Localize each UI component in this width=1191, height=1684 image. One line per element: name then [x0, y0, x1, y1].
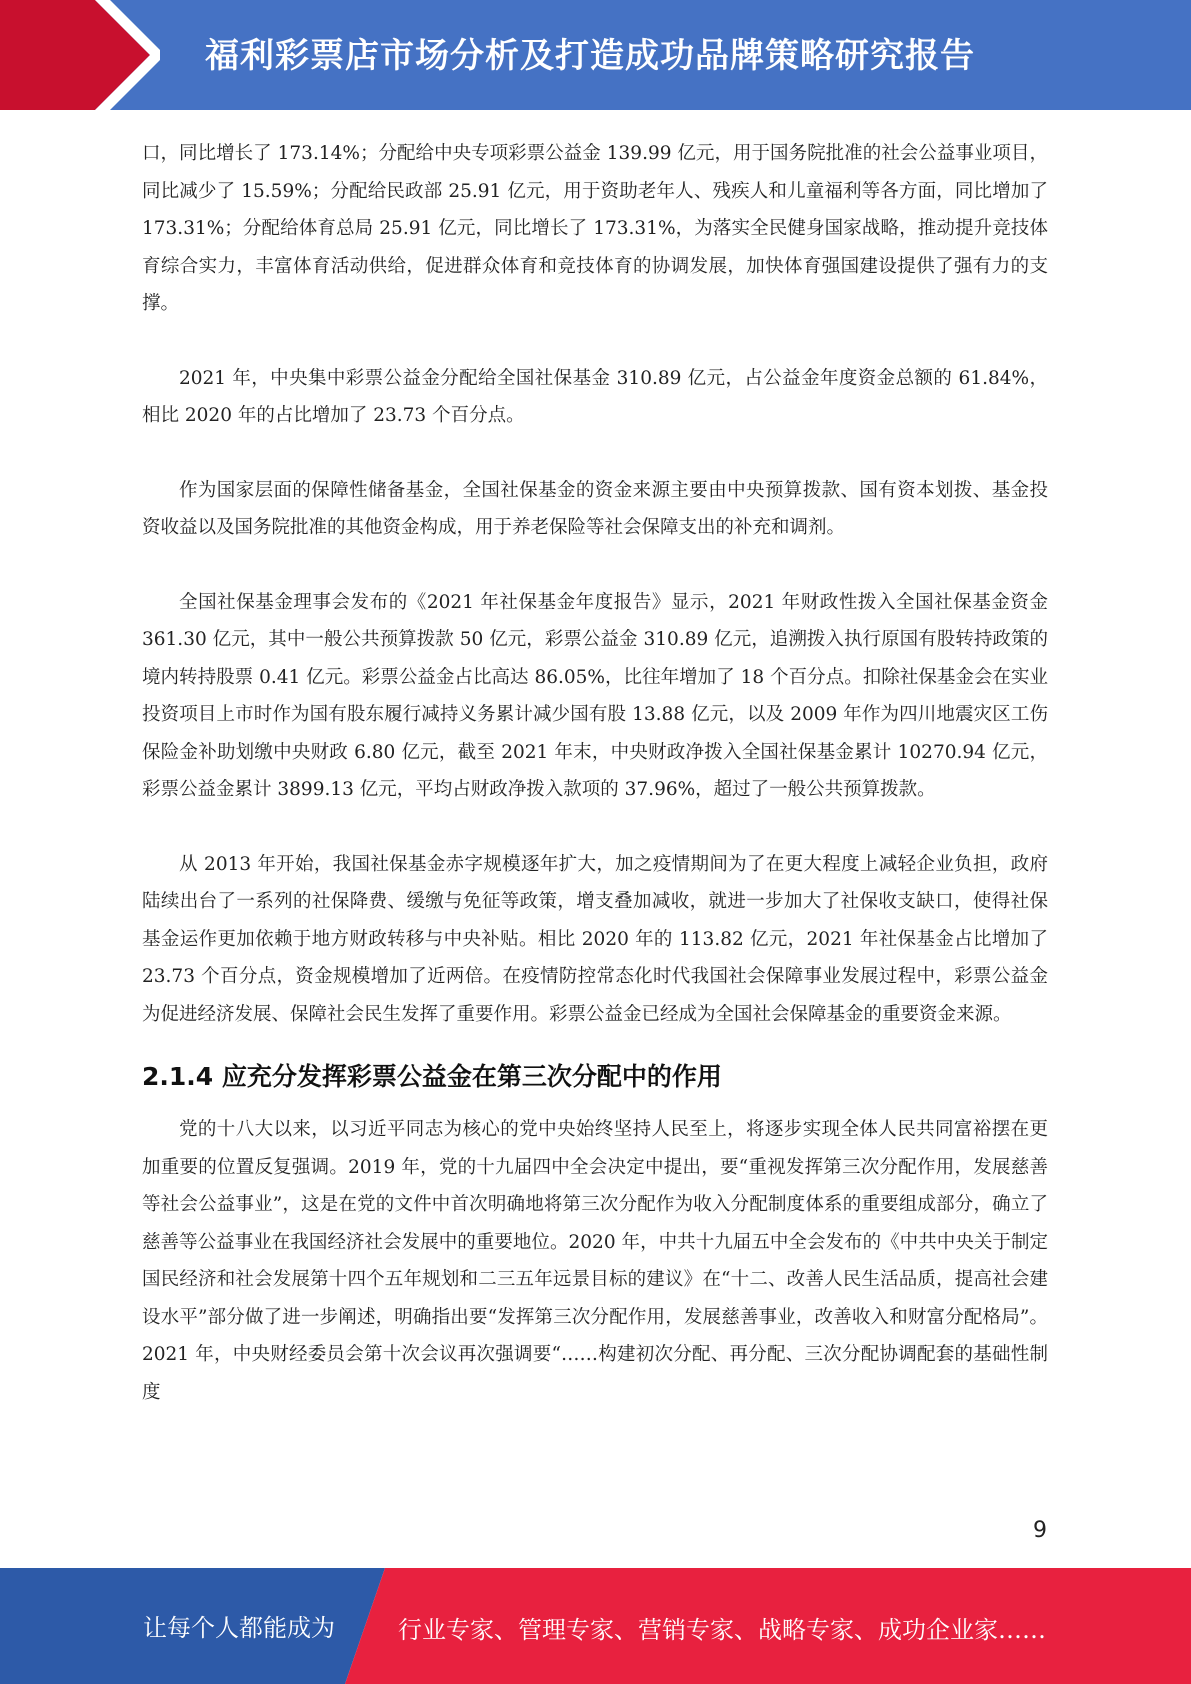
red-chevron-icon	[0, 0, 160, 110]
footer-slogan-left: 让每个人都能成为	[143, 1614, 335, 1642]
document-body	[142, 135, 1048, 1448]
section-heading: 2.1.4 应充分发挥彩票公益金在第三次分配中的作用	[142, 1062, 722, 1091]
page-header	[0, 0, 1191, 110]
paragraph: 全国社保基金理事会发布的《2021 年社保基金年度报告》显示，2021 年财政性拨入全国社保基金资金 361.30 亿元，其中一般公共预算拨款 50 亿元，彩票公益金 310.89 亿元，追溯拨入执行原国有股转持政策的境内转持股票 0.41 亿元。彩票公益金占比高达 86.05%，比往年增加了 18 个百分点。扣除社保基金会在实业投资项目上市时作为国有股东履行减持义务累计减少国有股 13.88 亿元，以及 2009 年作为四川地震灾区工伤保险金补助划缴中央财政 6.80 亿元，截至 2021 年末，中央财政净拨入全国社保基金累计 10270.94 亿元，彩票公益金累计 3899.13 亿元，平均占财政净拨入款项的 37.96%，超过了一般公共预算拨款。	[142, 591, 1048, 800]
paragraph: 作为国家层面的保障性储备基金，全国社保基金的资金来源主要由中央预算拨款、国有资本划拨、基金投资收益以及国务院批准的其他资金构成，用于养老保险等社会保障支出的补充和调剂。	[142, 479, 1048, 538]
paragraph: 2021 年，中央集中彩票公益金分配给全国社保基金 310.89 亿元，占公益金年度资金总额的 61.84%，相比 2020 年的占比增加了 23.73 个百分点。	[142, 367, 1048, 426]
page-footer	[0, 1568, 1191, 1684]
footer-slogan-right: 行业专家、管理专家、营销专家、战略专家、成功企业家……	[398, 1616, 1046, 1644]
paragraph: 从 2013 年开始，我国社保基金赤字规模逐年扩大，加之疫情期间为了在更大程度上减轻企业负担，政府陆续出台了一系列的社保降费、缓缴与免征等政策，增支叠加减收，就进一步加大了社保收支缺口，使得社保基金运作更加依赖于地方财政转移与中央补贴。相比 2020 年的 113.82 亿元，2021 年社保基金占比增加了 23.73 个百分点，资金规模增加了近两倍。在疫情防控常态化时代我国社会保障事业发展过程中，彩票公益金为促进经济发展、保障社会民生发挥了重要作用。彩票公益金已经成为全国社会保障基金的重要资金来源。	[142, 853, 1048, 1025]
page-number: 9	[1033, 1518, 1047, 1543]
report-title: 福利彩票店市场分析及打造成功品牌策略研究报告	[205, 36, 975, 76]
paragraph: 口，同比增长了 173.14%；分配给中央专项彩票公益金 139.99 亿元，用于国务院批准的社会公益事业项目，同比减少了 15.59%；分配给民政部 25.91 亿元，用于资助老年人、残疾人和儿童福利等各方面，同比增加了 173.31%；分配给体育总局 25.91 亿元，同比增长了 173.31%，为落实全民健身国家战略，推动提升竞技体育综合实力，丰富体育活动供给，促进群众体育和竞技体育的协调发展，加快体育强国建设提供了强有力的支撑。	[142, 143, 1048, 314]
paragraph: 党的十八大以来，以习近平同志为核心的党中央始终坚持人民至上，将逐步实现全体人民共同富裕摆在更加重要的位置反复强调。2019 年，党的十九届四中全会决定中提出，要“重视发挥第三次分配作用，发展慈善等社会公益事业”，这是在党的文件中首次明确地将第三次分配作为收入分配制度体系的重要组成部分，确立了慈善等公益事业在我国经济社会发展中的重要地位。2020 年，中共十九届五中全会发布的《中共中央关于制定国民经济和社会发展第十四个五年规划和二三五年远景目标的建议》在“十二、改善人民生活品质，提高社会建设水平”部分做了进一步阐述，明确指出要“发挥第三次分配作用，发展慈善事业，改善收入和财富分配格局”。2021 年，中央财经委员会第十次会议再次强调要“……构建初次分配、再分配、三次分配协调配套的基础性制度	[142, 1119, 1048, 1403]
